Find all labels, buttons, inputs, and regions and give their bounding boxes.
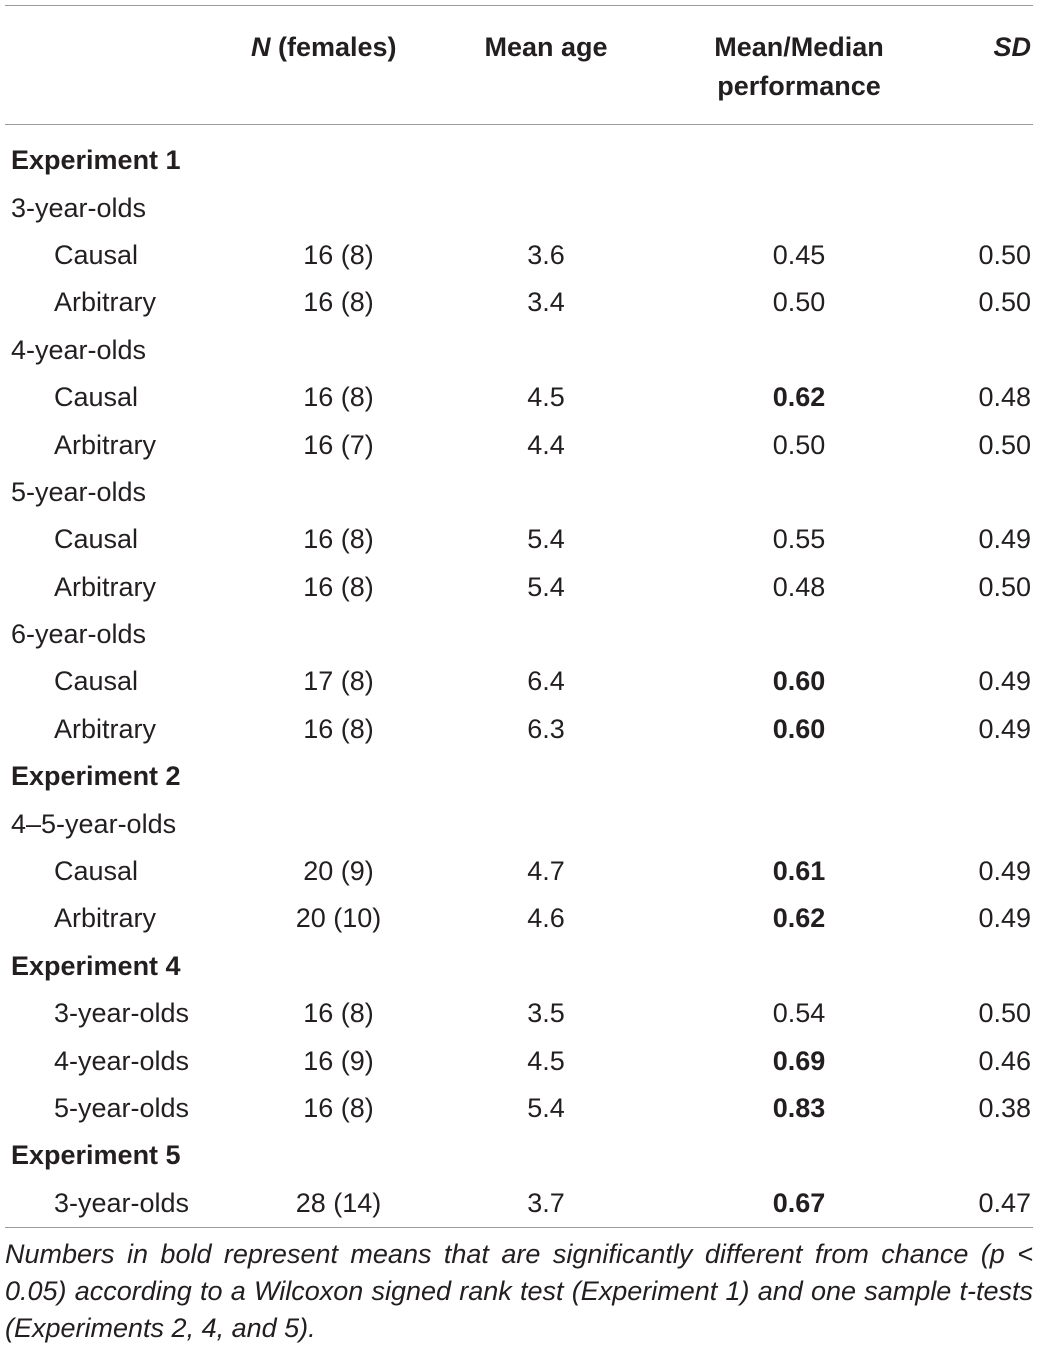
- row-label: Causal: [54, 856, 139, 887]
- n-females-cell: 16 (9): [303, 1045, 374, 1076]
- n-females-cell: 16 (8): [303, 1093, 374, 1123]
- group-label: 4-year-olds: [11, 334, 147, 365]
- performance-cell: 0.45: [772, 239, 826, 270]
- row-label: 3-year-olds: [54, 998, 190, 1029]
- section-label: Experiment 1: [11, 145, 181, 176]
- row-label: Arbitrary: [54, 429, 157, 460]
- group-label: 5-year-olds: [11, 476, 147, 507]
- n-females-cell: 16 (8): [303, 239, 374, 270]
- header-mean-age: Mean age: [432, 6, 660, 125]
- n-females-cell: 16 (8): [303, 571, 374, 602]
- section-row: [5, 1132, 1033, 1179]
- table-row: [5, 279, 1033, 326]
- n-females-cell: 16 (8): [303, 287, 374, 318]
- row-label: Arbitrary: [54, 713, 157, 744]
- performance-cell: 0.69: [772, 1045, 826, 1076]
- header-performance: [660, 6, 938, 125]
- performance-cell: 0.60: [772, 713, 826, 744]
- table-row: [5, 895, 1033, 942]
- group-label: 3-year-olds: [11, 192, 147, 223]
- header-n-italic: N: [251, 32, 271, 62]
- mean-age-cell: 6.4: [527, 666, 565, 697]
- performance-cell: 0.54: [772, 998, 826, 1029]
- group-row: [5, 800, 1033, 847]
- sd-cell: 0.46: [978, 1045, 1031, 1076]
- section-row: [5, 125, 1033, 185]
- group-row: [5, 184, 1033, 231]
- mean-age-cell: 4.5: [527, 382, 565, 413]
- n-females-cell: 16 (8): [303, 713, 374, 744]
- header-label-cell: [5, 6, 245, 125]
- table-row: [5, 658, 1033, 705]
- row-label: Causal: [54, 239, 139, 270]
- performance-cell: 0.62: [772, 903, 826, 934]
- header-n: [245, 6, 432, 125]
- mean-age-cell: 5.4: [527, 1093, 565, 1123]
- sd-cell: 0.50: [978, 287, 1031, 318]
- n-females-cell: 20 (10): [295, 903, 382, 934]
- mean-age-cell: 5.4: [527, 524, 565, 555]
- table-row: [5, 564, 1033, 611]
- table-row: [5, 1180, 1033, 1228]
- row-label: 4-year-olds: [54, 1045, 190, 1076]
- group-row: [5, 469, 1033, 516]
- section-label: Experiment 2: [11, 761, 181, 792]
- section-row: [5, 753, 1033, 800]
- results-table: [5, 5, 1033, 1228]
- header-performance-line2: performance: [717, 71, 881, 101]
- row-label: 5-year-olds: [54, 1093, 190, 1123]
- section-label: Experiment 5: [11, 1140, 181, 1171]
- table-row: [5, 421, 1033, 468]
- row-label: Arbitrary: [54, 903, 157, 934]
- performance-cell: 0.62: [772, 382, 826, 413]
- performance-cell: 0.83: [772, 1093, 826, 1123]
- n-females-cell: 16 (8): [303, 524, 374, 555]
- mean-age-cell: 5.4: [527, 571, 565, 602]
- row-label: Arbitrary: [54, 287, 157, 318]
- performance-cell: 0.55: [772, 524, 826, 555]
- mean-age-cell: 4.4: [527, 429, 565, 460]
- sd-cell: 0.49: [978, 524, 1031, 555]
- performance-cell: 0.50: [772, 287, 826, 318]
- n-females-cell: 16 (8): [303, 382, 374, 413]
- header-n-rest: (females): [270, 32, 397, 62]
- performance-cell: 0.60: [772, 666, 826, 697]
- sd-cell: 0.49: [978, 856, 1031, 887]
- sd-cell: 0.50: [978, 998, 1031, 1029]
- group-label: 6-year-olds: [11, 619, 147, 650]
- row-label: 3-year-olds: [54, 1187, 190, 1218]
- group-label: 4–5-year-olds: [11, 808, 177, 839]
- table-row: [5, 706, 1033, 753]
- header-row: [5, 6, 1033, 125]
- sd-cell: 0.49: [978, 903, 1031, 934]
- row-label: Arbitrary: [54, 571, 157, 602]
- n-females-cell: 20 (9): [303, 856, 374, 887]
- row-label: Causal: [54, 524, 139, 555]
- group-row: [5, 611, 1033, 658]
- n-females-cell: 28 (14): [295, 1187, 382, 1218]
- mean-age-cell: 4.6: [527, 903, 565, 934]
- sd-cell: 0.48: [978, 382, 1031, 413]
- performance-cell: 0.50: [772, 429, 826, 460]
- section-label: Experiment 4: [11, 950, 181, 981]
- table-footnote: Numbers in bold represent means that are significantly different from chance (p < 0.05) according to a Wilcoxon signed rank test (Experiment 1) and one sample t-tests (Experiments 2, 4, and 5).: [5, 1239, 1033, 1343]
- sd-cell: 0.47: [978, 1187, 1031, 1218]
- sd-cell: 0.50: [978, 571, 1031, 602]
- row-label: Causal: [54, 382, 139, 413]
- sd-cell: 0.50: [978, 239, 1031, 270]
- n-females-cell: 16 (8): [303, 998, 374, 1029]
- mean-age-cell: 3.5: [527, 998, 565, 1029]
- mean-age-cell: 4.7: [527, 856, 565, 887]
- table-body: [5, 125, 1033, 1228]
- table-row: [5, 1037, 1033, 1084]
- mean-age-cell: 3.4: [527, 287, 565, 318]
- table-row: [5, 374, 1033, 421]
- row-label: Causal: [54, 666, 139, 697]
- group-row: [5, 327, 1033, 374]
- sd-cell: 0.49: [978, 666, 1031, 697]
- sd-cell: 0.49: [978, 713, 1031, 744]
- table-row: [5, 516, 1033, 563]
- table-row: [5, 1085, 1033, 1132]
- n-females-cell: 17 (8): [303, 666, 374, 697]
- mean-age-cell: 3.7: [527, 1187, 565, 1218]
- performance-cell: 0.67: [772, 1187, 826, 1218]
- table-row: [5, 232, 1033, 279]
- table-row: [5, 848, 1033, 895]
- performance-cell: 0.61: [772, 856, 826, 887]
- section-row: [5, 943, 1033, 990]
- table-row: [5, 990, 1033, 1037]
- sd-cell: 0.38: [978, 1093, 1031, 1123]
- performance-cell: 0.48: [772, 571, 826, 602]
- header-performance-line1: Mean/Median: [714, 32, 884, 62]
- mean-age-cell: 6.3: [527, 713, 565, 744]
- mean-age-cell: 4.5: [527, 1045, 565, 1076]
- n-females-cell: 16 (7): [303, 429, 374, 460]
- sd-cell: 0.50: [978, 429, 1031, 460]
- header-sd: SD: [938, 6, 1033, 125]
- mean-age-cell: 3.6: [527, 239, 565, 270]
